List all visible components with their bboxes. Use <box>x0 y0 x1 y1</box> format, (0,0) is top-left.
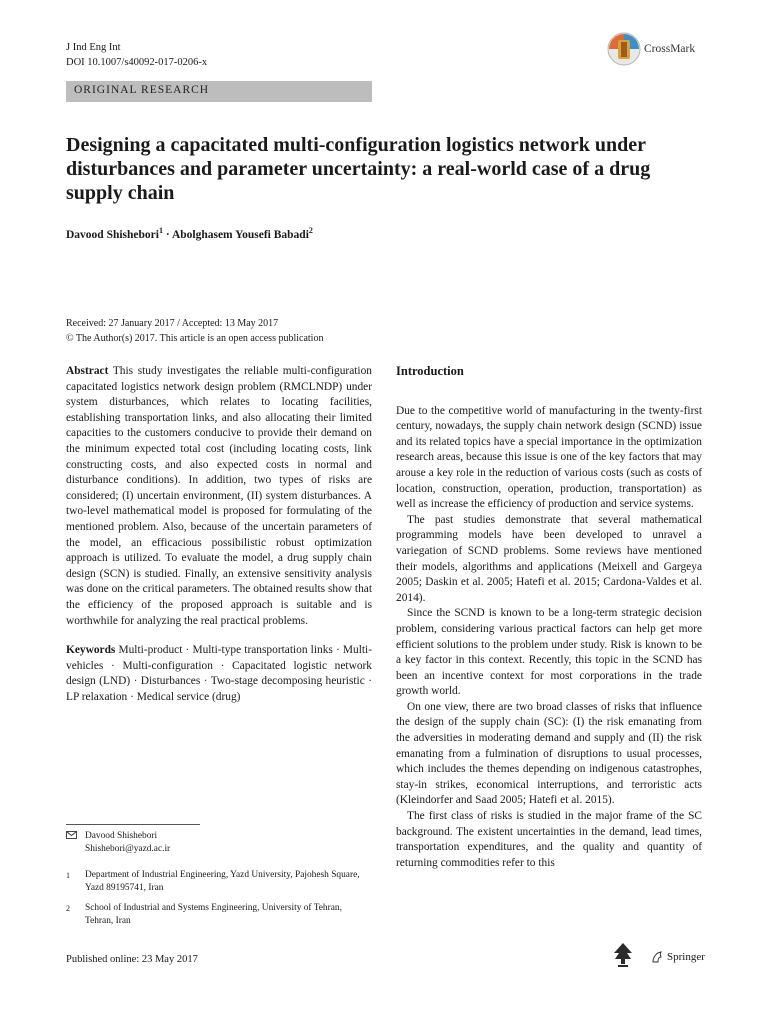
affiliation-1-text: Department of Industrial Engineering, Yazd University, Pajohesh Square, Yazd 89195741, Iran <box>85 870 360 893</box>
intro-paragraph-4: On one view, there are two broad classes of risks that influence the design of the supply chain (SC): (I) the risk emanating from the adversities in moderating demand and supply and (II) the risk emanating from a fulmination of disruptions to usual processes, which includes the themes depending on indigenous catastrophes, stay-in strikes, economical interruptions, and terroristic acts (Kleindorfer and Saad 2005; Hatefi et al. 2015). <box>396 700 702 807</box>
intro-paragraph-1: Due to the competitive world of manufacturing in the twenty-first century, nowadays, the supply chain network design (SCND) issue and its related topics have a special importance in the optimization research areas, because this issue is one of the key factors that may arouse a key role in the reduction of various costs (such as costs of location, construction, operation, production, transportation) as well as increase the efficiency of production and service systems. <box>396 404 702 511</box>
crossmark-label: CrossMark <box>644 43 696 55</box>
crossmark-icon <box>607 32 641 66</box>
affiliation-1 <box>66 869 372 895</box>
footnote-divider <box>66 824 200 825</box>
keywords-label: Keywords <box>66 644 116 657</box>
article-dates <box>66 316 323 346</box>
springer-tree-icon <box>612 942 634 973</box>
journal-header <box>66 40 207 70</box>
affiliation-2-text: School of Industrial and Systems Engineering, University of Tehran, Tehran, Iran <box>85 903 342 926</box>
copyright-line: © The Author(s) 2017. This article is an open access publication <box>66 333 324 344</box>
received-accepted: Received: 27 January 2017 / Accepted: 13 May 2017 <box>66 318 279 329</box>
published-online: Published online: 23 May 2017 <box>66 954 198 965</box>
section-label: ORIGINAL RESEARCH <box>74 84 210 96</box>
abstract <box>66 364 372 629</box>
corresponding-name: Davood Shishebori <box>85 831 158 841</box>
corresponding-author <box>66 830 372 856</box>
doi[interactable]: DOI 10.1007/s40092-017-0206-x <box>66 57 208 68</box>
author-separator: · <box>162 228 172 241</box>
envelope-icon <box>66 830 85 856</box>
author-2-affiliation-mark: 2 <box>308 226 313 235</box>
intro-paragraph-3: Since the SCND is known to be a long-term strategic decision problem, considering various practical factors can help get more efficient solutions to the problem under study. Risk is known to be a key factor in this context. Recently, this topic in the SCND has been an incentive context for most corporations in the trade growth world. <box>396 607 702 698</box>
author-1-affiliation-mark: 1 <box>158 226 163 235</box>
abstract-text: This study investigates the reliable multi-configuration capacitated logistics network design problem (RMCLNDP) under system disturbances, which relates to locating facilities, establishing transportation links, and also allocating their limited capacities to the customers conducive to provide their demand on the minimum expected total cost (including locating costs, link constructing costs, and also expected costs in normal and disturbance conditions). In addition, two types of risks are considered; (I) uncertain environment, (II) system disturbances. A two-level mathematical model is proposed for formulating of the mentioned problem. Also, because of the uncertain parameters of the model, an efficacious possibilistic robust optimization approach is utilized. To evaluate the model, a drug supply chain design (SCN) is studied. Finally, an extensive sensitivity analysis was done on the critical parameters. The obtained results show that the efficiency of the proposed approach is suitable and is worthwhile for analyzing the real practical problems. <box>66 365 372 627</box>
left-column <box>66 364 372 705</box>
intro-paragraph-5: The first class of risks is studied in the major frame of the SC background. The existent uncertainties in the demand, lead times, transportation expenditures, and the quality and quantity of returning commodities refer to this <box>396 810 702 869</box>
introduction-heading: Introduction <box>396 364 464 378</box>
author-2[interactable]: Abolghasem Yousefi Babadi <box>171 228 309 241</box>
abstract-label: Abstract <box>66 365 109 377</box>
keywords <box>66 643 372 705</box>
right-column <box>396 364 702 871</box>
paper-title: Designing a capacitated multi-configuration logistics network under disturbances and parameter uncertainty: a real-world case of a drug supply chain <box>66 134 651 204</box>
springer-horse-icon <box>650 950 664 964</box>
author-list <box>66 226 313 241</box>
corresponding-email[interactable]: Shishebori@yazd.ac.ir <box>85 844 171 854</box>
affiliation-2-mark: 2 <box>66 904 70 913</box>
affiliation-2 <box>66 902 372 928</box>
affiliation-1-mark: 1 <box>66 871 70 880</box>
author-1[interactable]: Davood Shishebori <box>66 228 159 241</box>
keywords-text: Multi-product · Multi-type transportation links · Multi-vehicles · Multi-configuration · Capacitated logistic network design (LND) · Disturbances · Two-stage decomposing heuristic · LP relaxation · Medical service (drug) <box>66 644 372 703</box>
crossmark-badge[interactable] <box>607 32 695 66</box>
publisher-name: Springer <box>667 951 705 963</box>
section-band <box>66 81 372 102</box>
intro-paragraph-2: The past studies demonstrate that several mathematical programming models have been developed to unravel a variegation of SCND problems. Some reviews have mentioned their models, algorithms and applications (Meixell and Gargeya 2005; Daskin et al. 2005; Hatefi et al. 2015; Cardona-Valdes et al. 2014). <box>396 513 702 604</box>
journal-name: J Ind Eng Int <box>66 42 121 53</box>
springer-logo <box>650 950 705 964</box>
